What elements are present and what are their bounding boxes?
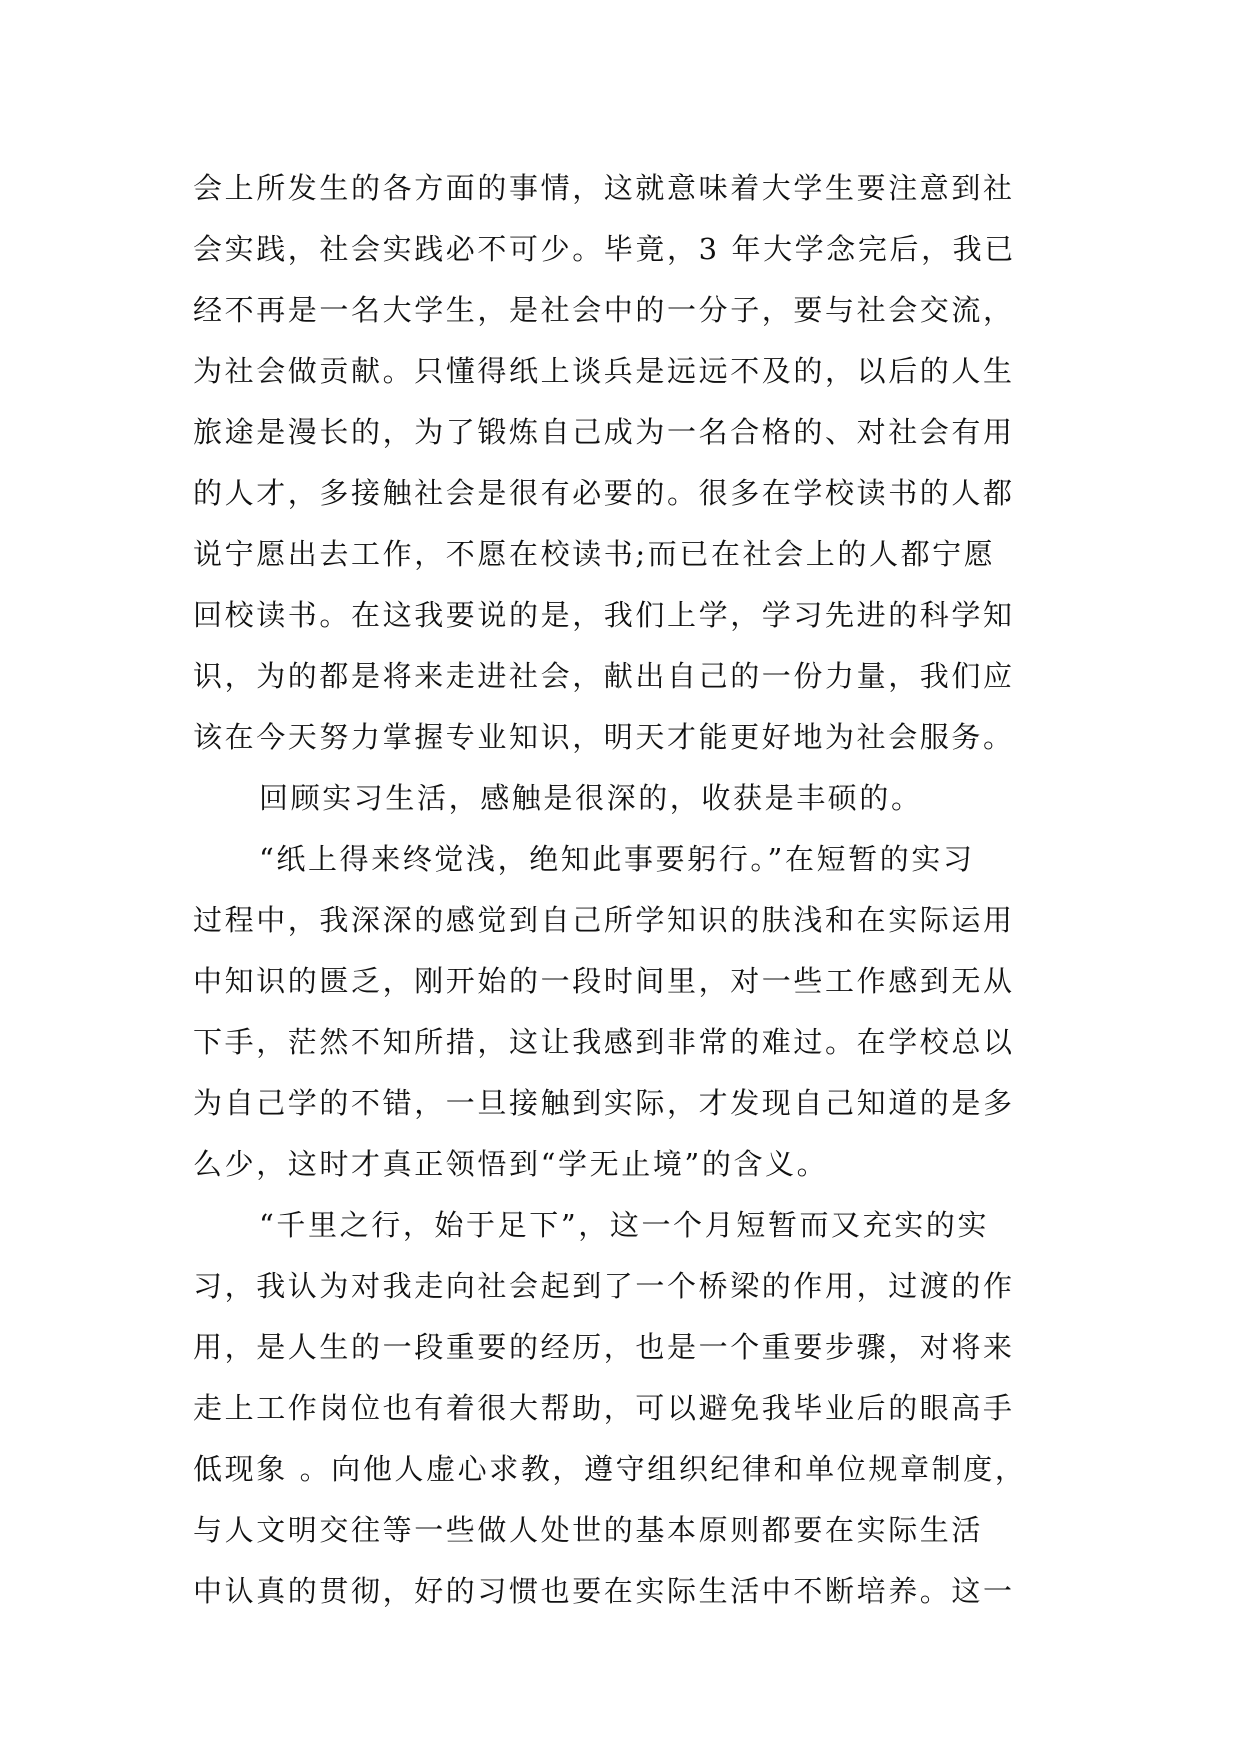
text-line: 与人文明交往等一些做人处世的基本原则都要在实际生活 [193, 1513, 984, 1547]
text-line: 么少，这时才真正领悟到“学无止境”的含义。 [193, 1147, 829, 1181]
text-line: 下手，茫然不知所措，这让我感到非常的难过。在学校总以 [193, 1025, 1015, 1059]
text-line: 会上所发生的各方面的事情，这就意味着大学生要注意到社 [193, 171, 1015, 205]
text-line: 低现象 。向他人虚心求教，遵守组织纪律和单位规章制度， [193, 1452, 1027, 1486]
text-line: 会实践，社会实践必不可少。毕竟，3 年大学念完后，我已 [193, 232, 1016, 266]
text-line: 为社会做贡献。只懂得纸上谈兵是远远不及的，以后的人生 [193, 354, 1015, 388]
text-line: 经不再是一名大学生，是社会中的一分子，要与社会交流， [193, 293, 1015, 327]
text-line: 说宁愿出去工作，不愿在校读书;而已在社会上的人都宁愿 [193, 537, 996, 571]
text-line: 走上工作岗位也有着很大帮助，可以避免我毕业后的眼高手 [193, 1391, 1015, 1425]
body-text [193, 158, 1053, 1622]
text-line: 为自己学的不错，一旦接触到实际，才发现自己知道的是多 [193, 1086, 1015, 1120]
text-line: 中认真的贯彻，好的习惯也要在实际生活中不断培养。这一 [193, 1574, 1015, 1608]
text-line: 用，是人生的一段重要的经历，也是一个重要步骤，对将来 [193, 1330, 1015, 1364]
text-line: 的人才，多接触社会是很有必要的。很多在学校读书的人都 [193, 476, 1015, 510]
text-line: 习，我认为对我走向社会起到了一个桥梁的作用，过渡的作 [193, 1269, 1015, 1303]
text-line: 识，为的都是将来走进社会，献出自己的一份力量，我们应 [193, 659, 1015, 693]
text-line: 过程中，我深深的感觉到自己所学知识的肤浅和在实际运用 [193, 903, 1015, 937]
paragraph-start-line: 回顾实习生活，感触是很深的，收获是丰硕的。 [259, 781, 923, 815]
text-line: 该在今天努力掌握专业知识，明天才能更好地为社会服务。 [193, 720, 1015, 754]
text-line: 旅途是漫长的，为了锻炼自己成为一名合格的、对社会有用 [193, 415, 1015, 449]
paragraph-start-line: “千里之行，始于足下”，这一个月短暂而又充实的实 [259, 1208, 990, 1242]
text-line: 中知识的匮乏，刚开始的一段时间里，对一些工作感到无从 [193, 964, 1015, 998]
paragraph-start-line: “纸上得来终觉浅，绝知此事要躬行。”在短暂的实习 [259, 842, 975, 876]
text-line: 回校读书。在这我要说的是，我们上学，学习先进的科学知 [193, 598, 1015, 632]
